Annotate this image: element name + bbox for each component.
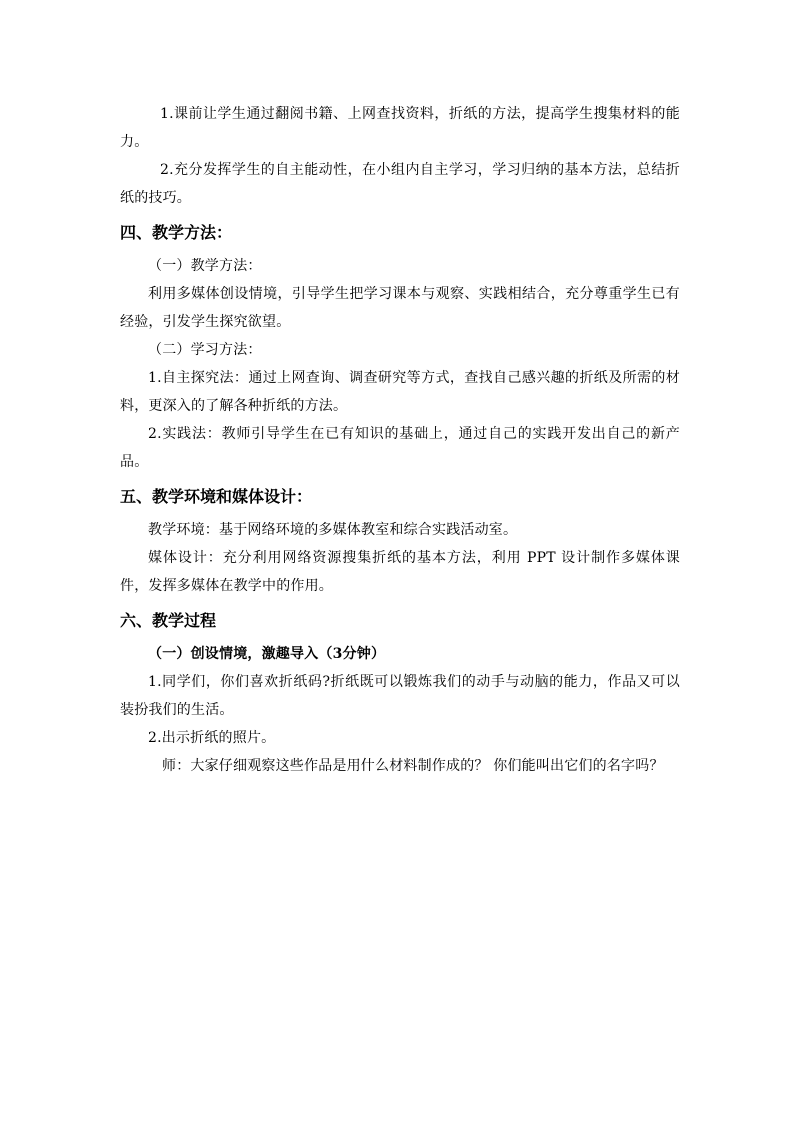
subheading-teaching-method: （一）教学方法：	[148, 258, 262, 274]
process-item-1: 1.同学们，你们喜欢折纸码?折纸既可以锻炼我们的动手与动脑的能力，作品又可以装扮我们的生活。	[120, 674, 680, 718]
section-heading-five: 五、教学环境和媒体设计：	[120, 487, 313, 506]
learning-method-item-1: 1.自主探究法：通过上网查询、调查研究等方式，查找自己感兴趣的折纸及所需的材料，更深入的了解各种折纸的方法。	[120, 370, 680, 414]
subheading-intro-activity: （一）创设情境，激趣导入（3分钟）	[148, 646, 386, 662]
subheading-learning-method: （二）学习方法：	[148, 342, 262, 358]
teacher-question: 师：大家仔细观察这些作品是用什么材料制作成的？ 你们能叫出它们的名字吗？	[162, 758, 664, 774]
intro-paragraph-1: 1.课前让学生通过翻阅书籍、上网查找资料，折纸的方法，提高学生搜集材料的能力。	[120, 106, 680, 150]
process-item-2: 2.出示折纸的照片。	[148, 730, 276, 746]
learning-method-item-2: 2.实践法：教师引导学生在已有知识的基础上，通过自己的实践开发出自己的新产品。	[120, 426, 680, 470]
teaching-method-text: 利用多媒体创设情境，引导学生把学习课本与观察、实践相结合，充分尊重学生已有经验，引发学生探究欲望。	[120, 286, 680, 330]
media-design-text: 媒体设计：充分利用网络资源搜集折纸的基本方法，利用 PPT 设计制作多媒体课件，发挥多媒体在教学中的作用。	[120, 550, 680, 594]
section-heading-six: 六、教学过程	[120, 611, 217, 630]
intro-paragraph-2: 2.充分发挥学生的自主能动性，在小组内自主学习，学习归纳的基本方法，总结折纸的技巧。	[120, 162, 680, 206]
environment-text: 教学环境：基于网络环境的多媒体教室和综合实践活动室。	[148, 522, 518, 538]
document-content	[120, 100, 680, 780]
section-heading-four: 四、教学方法：	[120, 223, 233, 242]
